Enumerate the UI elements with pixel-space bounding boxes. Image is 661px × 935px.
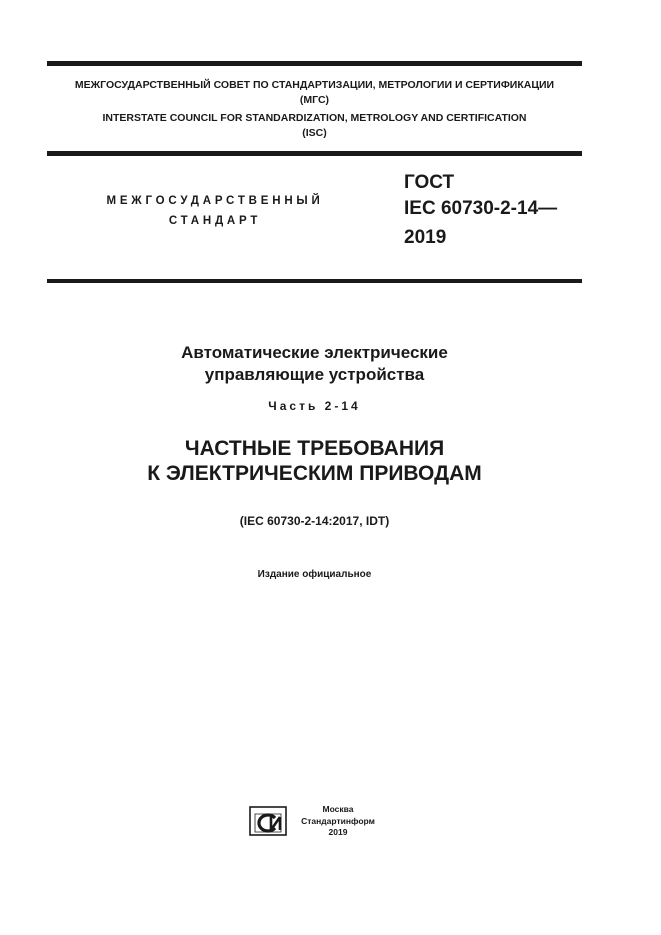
council-name-ru-line2: (МГС) bbox=[299, 94, 330, 106]
council-name-en-line2: (ISC) bbox=[302, 127, 327, 139]
subtitle-line1: ЧАСТНЫЕ ТРЕБОВАНИЯ bbox=[184, 437, 445, 460]
council-name-ru bbox=[47, 78, 582, 108]
publisher-block bbox=[298, 804, 378, 839]
publisher-year: 2019 bbox=[328, 827, 348, 837]
council-name-ru-line1: МЕЖГОСУДАРСТВЕННЫЙ СОВЕТ ПО СТАНДАРТИЗАЦИИ, МЕТРОЛОГИИ И СЕРТИФИКАЦИИ bbox=[74, 79, 555, 91]
subtitle-line2: К ЭЛЕКТРИЧЕСКИМ ПРИВОДАМ bbox=[147, 462, 482, 485]
iec-identity: (IEC 60730-2-14:2017, IDT) bbox=[239, 514, 390, 528]
part-number: Часть 2-14 bbox=[268, 399, 361, 413]
title-line1: Автоматические электрические bbox=[181, 343, 448, 362]
publisher-name: Стандартинформ bbox=[301, 815, 375, 826]
publisher-city: Москва bbox=[322, 804, 354, 814]
top-rule bbox=[47, 61, 582, 66]
designation-rule bbox=[47, 279, 582, 283]
standartinform-logo-icon bbox=[249, 806, 287, 836]
standard-kind-line2: СТАНДАРТ bbox=[168, 215, 262, 227]
designation-year: 2019 bbox=[404, 227, 447, 248]
standard-kind-line1: МЕЖГОСУДАРСТВЕННЫЙ bbox=[106, 195, 324, 207]
title-line2: управляющие устройства bbox=[204, 365, 425, 384]
designation-gost: ГОСТ bbox=[404, 172, 455, 193]
council-name-en-line1: INTERSTATE COUNCIL FOR STANDARDIZATION, METROLOGY AND CERTIFICATION bbox=[102, 112, 527, 124]
council-name-en bbox=[47, 111, 582, 141]
header-rule bbox=[47, 151, 582, 156]
designation-number: IEC 60730-2-14— bbox=[404, 198, 558, 219]
edition-label: Издание официальное bbox=[257, 569, 372, 580]
